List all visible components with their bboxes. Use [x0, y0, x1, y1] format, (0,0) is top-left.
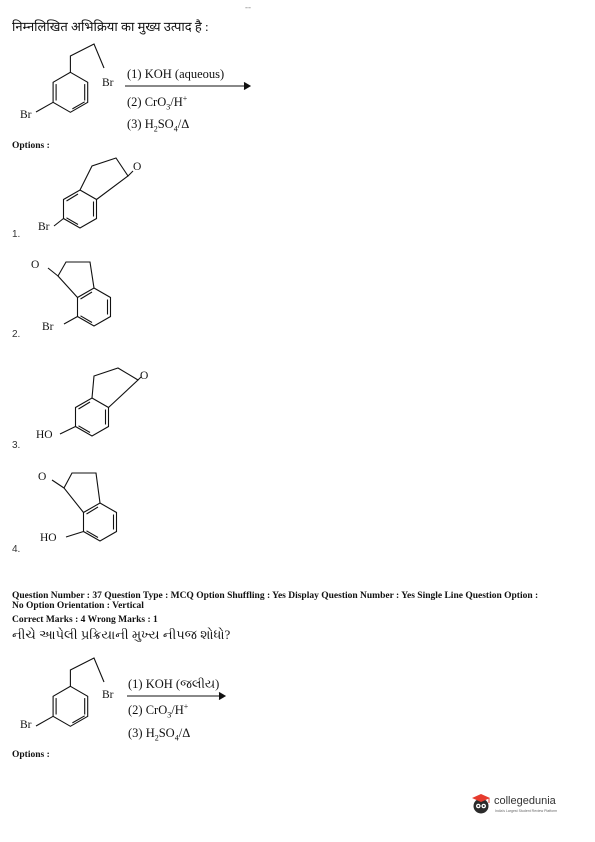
options-label-2: Options :: [12, 750, 50, 760]
option-4-substituent: HO: [40, 532, 57, 544]
reagent-2-q37: (2) CrO$_3$/H+: [128, 702, 189, 720]
option-2-carbonyl: O: [31, 259, 40, 271]
options-label: Options :: [12, 141, 50, 151]
graduate-mascot-icon: [470, 793, 492, 815]
reagent-3: (3) $H_2SO_4/\Delta$: [127, 117, 190, 134]
br-chain-label: Br: [102, 77, 114, 89]
logo-tagline: India's Largest Student Review Platform: [495, 809, 558, 813]
option-2-substituent: Br: [42, 321, 54, 333]
reagent-1-gujarati: (1) KOH (જલીય): [128, 677, 220, 691]
option-1-number[interactable]: 1.: [12, 229, 21, 240]
question-marks: Correct Marks : 4 Wrong Marks : 1: [12, 615, 158, 625]
option-1-carbonyl: O: [133, 161, 142, 173]
option-4-number[interactable]: 4.: [12, 544, 21, 555]
reagent-1: (1) KOH (aqueous): [127, 67, 225, 81]
option-3-carbonyl: O: [140, 370, 149, 382]
br-ring-label-2: Br: [20, 719, 32, 731]
option-1-substituent: Br: [38, 221, 50, 233]
reagent-2: (2) CrO$_3$/H+: [127, 94, 188, 112]
question-text-gujarati: નીચે આપેલી પ્રક્રિયાની મુખ્ય નીપજ શોધો?: [12, 627, 231, 642]
br-ring-label: Br: [20, 109, 32, 121]
collegedunia-logo[interactable]: [470, 793, 590, 819]
reagent-3-q37: (3) $H_2SO_4/\Delta$: [128, 726, 191, 743]
option-3-number[interactable]: 3.: [12, 440, 21, 451]
option-2-number[interactable]: 2.: [12, 329, 21, 340]
br-chain-label-2: Br: [102, 689, 114, 701]
question-meta: Question Number : 37 Question Type : MCQ Option Shuffling : Yes Display Question Number : Yes Single Line Question Option : No Option Orientation : Vertical: [12, 591, 539, 611]
logo-name: collegedunia: [494, 795, 556, 807]
header-mark: --: [245, 2, 251, 12]
question-text-hindi: निम्नलिखित अभिक्रिया का मुख्य उत्पाद है :: [12, 19, 209, 34]
option-3-substituent: HO: [36, 429, 53, 441]
option-4-carbonyl: O: [38, 471, 47, 483]
